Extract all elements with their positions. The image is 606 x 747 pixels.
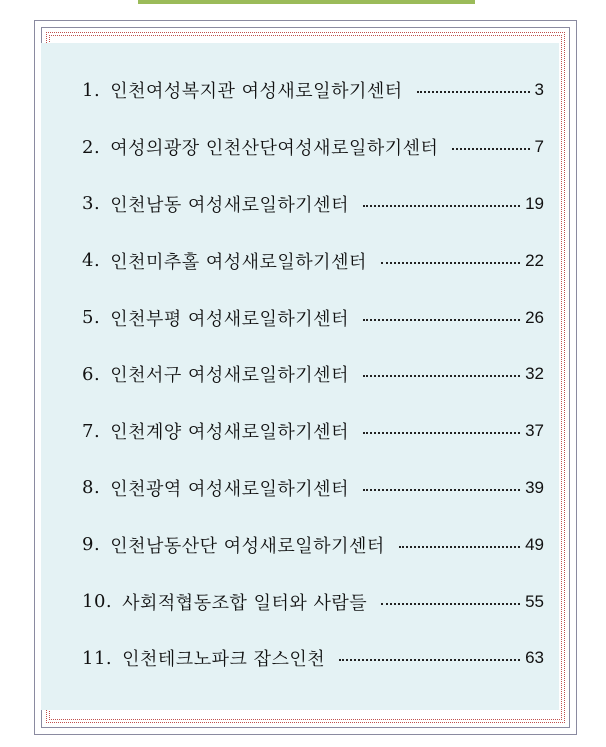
toc-entry-number: 11. xyxy=(82,647,113,669)
toc-entry-number: 4. xyxy=(82,250,101,272)
toc-entry-page: 7 xyxy=(534,137,544,157)
dot-leader xyxy=(452,148,529,150)
toc-entry-number: 10. xyxy=(82,591,113,613)
toc-entry-page: 63 xyxy=(525,648,544,668)
dot-leader xyxy=(363,375,520,377)
toc-entry-title: 인천부평 여성새로일하기센터 xyxy=(110,308,349,330)
toc-entry-number: 7. xyxy=(82,420,101,442)
toc-entry-title: 인천남동 여성새로일하기센터 xyxy=(110,194,349,216)
toc-entry-title: 여성의광장 인천산단여성새로일하기센터 xyxy=(110,138,439,160)
toc-entry-number: 3. xyxy=(82,193,101,215)
toc-entry-page: 55 xyxy=(525,591,544,611)
toc-entry[interactable] xyxy=(82,176,544,233)
toc-entry-number: 2. xyxy=(82,136,101,158)
toc-entry-title: 인천미추홀 여성새로일하기센터 xyxy=(110,251,367,273)
toc-entry[interactable] xyxy=(82,403,544,460)
toc-entry-title: 인천남동산단 여성새로일하기센터 xyxy=(110,535,385,557)
toc-entry-number: 6. xyxy=(82,363,101,385)
toc-entry-title: 사회적협동조합 일터와 사람들 xyxy=(122,592,368,614)
table-of-contents xyxy=(82,62,544,687)
dot-leader xyxy=(381,262,520,264)
toc-entry-page: 22 xyxy=(525,250,544,270)
dot-leader xyxy=(381,603,520,605)
toc-entry[interactable] xyxy=(82,62,544,119)
toc-entry-page: 19 xyxy=(525,193,544,213)
toc-entry-page: 32 xyxy=(525,364,544,384)
dot-leader xyxy=(363,489,520,491)
toc-entry[interactable] xyxy=(82,460,544,517)
toc-entry-page: 49 xyxy=(525,534,544,554)
toc-entry-number: 1. xyxy=(82,79,101,101)
dot-leader xyxy=(417,91,530,93)
toc-entry[interactable] xyxy=(82,346,544,403)
dot-leader xyxy=(339,659,520,661)
toc-entry-page: 3 xyxy=(534,80,544,100)
toc-entry-number: 5. xyxy=(82,307,101,329)
toc-entry-number: 9. xyxy=(82,534,101,556)
toc-entry[interactable] xyxy=(82,573,544,630)
toc-entry[interactable] xyxy=(82,289,544,346)
toc-entry[interactable] xyxy=(82,516,544,573)
header-accent-bar xyxy=(138,0,475,4)
toc-entry-page: 37 xyxy=(525,421,544,441)
toc-entry-title: 인천서구 여성새로일하기센터 xyxy=(110,365,349,387)
toc-entry-title: 인천계양 여성새로일하기센터 xyxy=(110,422,349,444)
toc-entry-title: 인천광역 여성새로일하기센터 xyxy=(110,478,349,500)
toc-entry-title: 인천여성복지관 여성새로일하기센터 xyxy=(110,81,403,103)
toc-entry-title: 인천테크노파크 잡스인천 xyxy=(122,649,326,671)
toc-entry-page: 26 xyxy=(525,307,544,327)
dot-leader xyxy=(363,319,520,321)
toc-entry[interactable] xyxy=(82,630,544,687)
toc-entry[interactable] xyxy=(82,232,544,289)
toc-entry[interactable] xyxy=(82,119,544,176)
dot-leader xyxy=(399,546,520,548)
dot-leader xyxy=(363,432,520,434)
toc-entry-number: 8. xyxy=(82,477,101,499)
dot-leader xyxy=(363,205,520,207)
toc-entry-page: 39 xyxy=(525,477,544,497)
